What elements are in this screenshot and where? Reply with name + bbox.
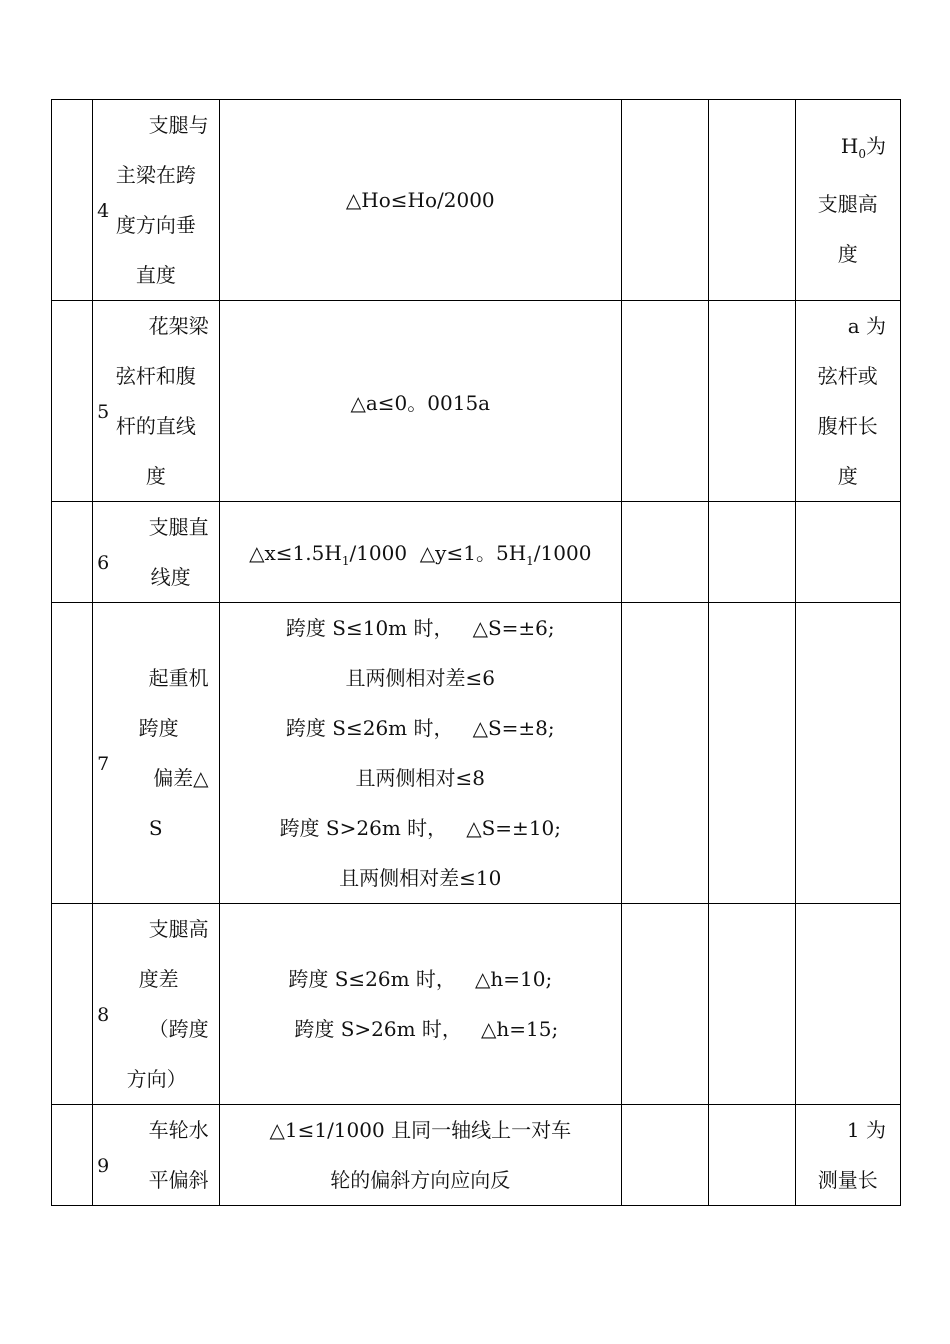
note-cell (795, 603, 900, 904)
row-blank-cell (52, 100, 93, 301)
result-cell (709, 1105, 795, 1206)
item-name-cell: 车轮水 平偏斜 9 (93, 1105, 219, 1206)
table-row (52, 904, 901, 1105)
table-row (52, 301, 901, 502)
row-blank-cell (52, 502, 93, 603)
row-number: 4 (97, 200, 110, 222)
table-row (52, 603, 901, 904)
table-row (52, 100, 901, 301)
item-name-cell: 支腿高 度差 （跨度 方向） 8 (93, 904, 219, 1105)
note-cell: $H_0$为 支腿高 度 (795, 100, 900, 301)
result-cell (709, 301, 795, 502)
note-cell (795, 502, 900, 603)
row-number: 8 (97, 1004, 110, 1026)
note-cell: a 为 弦杆或 腹杆长 度 (795, 301, 900, 502)
measured-cell (622, 603, 709, 904)
result-cell (709, 100, 795, 301)
item-name-cell: 支腿直 线度 6 (93, 502, 219, 603)
row-number: 6 (97, 552, 110, 574)
row-number: 5 (97, 401, 110, 423)
note-cell: 1 为 测量长 (795, 1105, 900, 1206)
row-blank-cell (52, 1105, 93, 1206)
row-blank-cell (52, 904, 93, 1105)
table-row (52, 502, 901, 603)
requirement-cell: 跨度 S≤26m 时， △h=10; 跨度 S>26m 时， △h=15; (219, 904, 621, 1105)
result-cell (709, 502, 795, 603)
note-cell (795, 904, 900, 1105)
item-name-cell: 支腿与 主梁在跨 度方向垂 直度 4 (93, 100, 219, 301)
measured-cell (622, 904, 709, 1105)
requirement-cell: △1≤1/1000 且同一轴线上一对车 轮的偏斜方向应向反 (219, 1105, 621, 1206)
table-row (52, 1105, 901, 1206)
specification-table (51, 99, 901, 1206)
measured-cell (622, 100, 709, 301)
row-number: 7 (97, 753, 110, 775)
row-blank-cell (52, 301, 93, 502)
requirement-cell: $\triangle x\le 1.5H_1/1000$ △y≤1。$5H_1/1000$ (219, 502, 621, 603)
requirement-cell: 跨度 S≤10m 时， △S=±6; 且两侧相对差≤6 跨度 S≤26m 时， △S=±8; 且两侧相对≤8 跨度 S>26m 时， △S=±10; 且两侧相对差≤10 (219, 603, 621, 904)
row-blank-cell (52, 603, 93, 904)
row-number: 9 (97, 1155, 110, 1177)
result-cell (709, 603, 795, 904)
measured-cell (622, 502, 709, 603)
requirement-cell: △a≤0。0015a (219, 301, 621, 502)
item-name-cell: 花架梁 弦杆和腹 杆的直线 度 5 (93, 301, 219, 502)
measured-cell (622, 301, 709, 502)
measured-cell (622, 1105, 709, 1206)
result-cell (709, 904, 795, 1105)
requirement-cell: △Ho≤Ho/2000 (219, 100, 621, 301)
item-name-cell: 起重机 跨度 偏差△ S 7 (93, 603, 219, 904)
